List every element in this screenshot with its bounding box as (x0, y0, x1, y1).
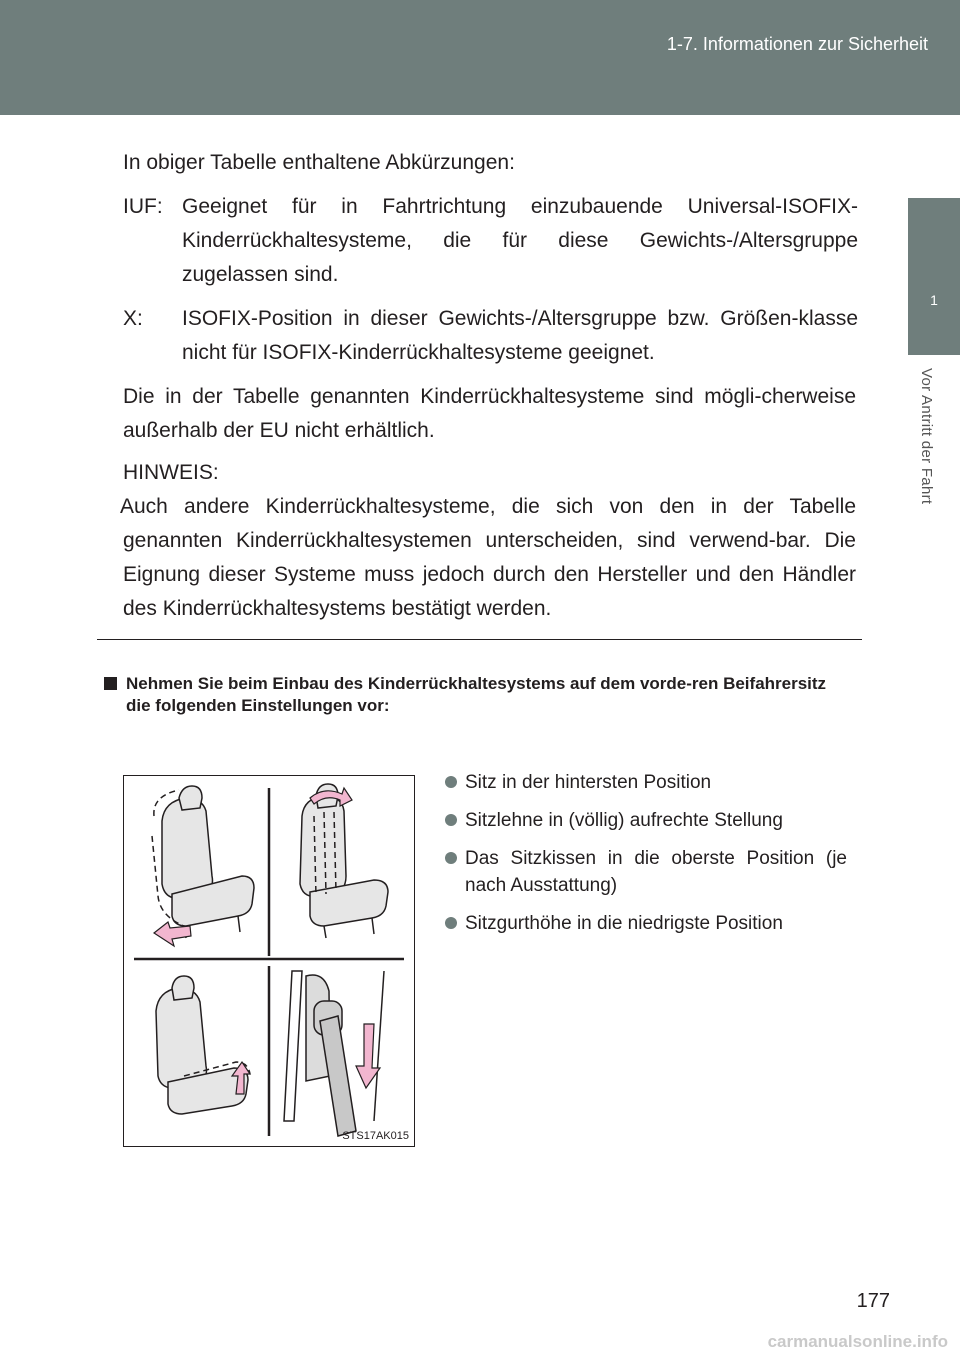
hint-text: Auch andere Kinderrückhaltesysteme, die sich von den in der Tabelle genannten Kinderrückhaltesystemen unterscheiden, sind verwend-bar. Die Eignung dieser Systeme muss jedoch durch den Hersteller und den Händler des Kinderrückhaltesystems bestätigt werden. (120, 495, 856, 620)
definition-text-x: ISOFIX-Position in dieser Gewichts-/Altersgruppe bzw. Größen-klasse nicht für ISOFIX-Kinderrückhaltesysteme geeignet. (182, 307, 858, 364)
chapter-number: 1 (930, 292, 938, 308)
bullet-dot-icon (445, 852, 457, 864)
seat-backrest-upright-icon (300, 784, 388, 938)
definition-term-iuf: IUF: (123, 195, 163, 218)
bullet-dot-icon (445, 814, 457, 826)
seat-adjustment-figure (123, 775, 415, 1147)
section-divider (97, 639, 862, 640)
page-header (0, 0, 960, 115)
list-item: Sitzlehne in (völlig) aufrechte Stellung (443, 807, 847, 834)
hint-label: HINWEIS: (123, 461, 219, 484)
square-bullet-icon (104, 677, 117, 690)
section-heading (104, 673, 856, 717)
list-item: Sitzgurthöhe in die niedrigste Position (443, 910, 847, 937)
figure-code: STS17AK015 (342, 1130, 409, 1142)
section-heading-line2: die folgenden Einstellungen vor: (126, 696, 390, 715)
chapter-tab (908, 198, 960, 355)
definition-iuf-body: Geeignet für in Fahrtrichtung einzubauende Universal-ISOFIX-Kinderrückhaltesysteme, die für diese Gewichts-/Altersgruppe zugelassen sind. (182, 195, 858, 286)
section-heading-line1: Nehmen Sie beim Einbau des Kinderrückhaltesystems auf dem vorde-ren Beifahrersitz (126, 674, 827, 693)
section-title: 1-7. Informationen zur Sicherheit (666, 34, 928, 54)
adjustment-list (443, 769, 847, 948)
bullet-dot-icon (445, 776, 457, 788)
seat-illustration (124, 776, 414, 1146)
list-item: Sitz in der hintersten Position (443, 769, 847, 796)
seat-slide-back-icon (152, 786, 254, 938)
definition-term-x: X: (123, 307, 143, 330)
chapter-title: Vor Antritt der Fahrt (918, 368, 935, 505)
availability-note: Die in der Tabelle genannten Kinderrückhaltesysteme sind mögli-cherweise außerhalb der EU nicht erhältlich. (123, 385, 856, 442)
bullet-dot-icon (445, 917, 457, 929)
list-item: Das Sitzkissen in die oberste Position (je nach Ausstattung) (443, 845, 847, 899)
intro-text: In obiger Tabelle enthaltene Abkürzungen: (123, 151, 515, 174)
page-number: 177 (856, 1290, 890, 1312)
watermark: carmanualsonline.info (767, 1332, 948, 1351)
definition-text-iuf (180, 190, 858, 292)
